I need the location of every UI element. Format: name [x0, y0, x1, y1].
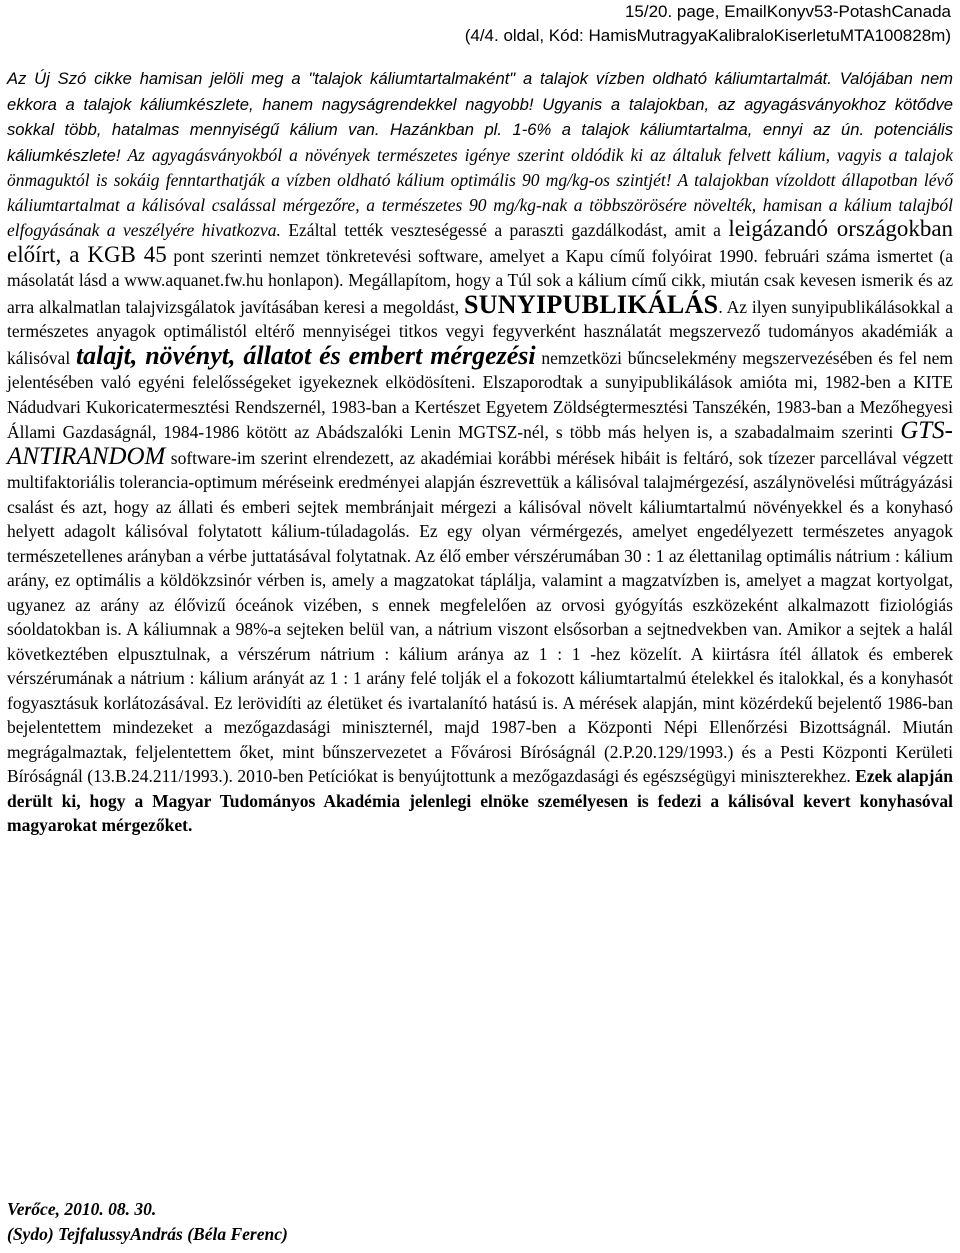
- poisoning-emphasis: talajt, növényt, állatot és embert mérgezési: [75, 340, 536, 370]
- kgb-emphasis: leigázandó országokban előírt, a KGB 45: [7, 216, 954, 267]
- page-header: [465, 0, 951, 48]
- measurement-text: software-im szerint elrendezett, az akadémiai korábbi mérések hibáit is feltáró, sok tízezer parcellával végzett multifaktoriális tolerancia-optimum méréseink eredményei alapján észrevettük a kálisóval talajmérgezésí, aszálynövelési műtrágyázási csalást és azt, hogy az állati és emberi sejtek membránjait mérgezi a kálisóval növelt káliumtartalmú növényekkel és a konyhasó helyett adagolt kálisóval folytatott kálium-túladagolás. Ez egy olyan vérmérgezés, amelyet engedélyezett természetes anyagok természetellenes arányban a vérbe juttatásával folytatnak. Az élő ember vérszérumában 30 : 1 az élettanilag optimális nátrium : kálium arány, ez optimális a köldökzsinór vérben is, amely a magzatokat táplálja, valamint a magzatvízben is, amelyet a magzat kortyolgat, ugyanez az arány az élővizű óceánok vizében, s ennek megfelelően az orvosi gyógyítás eszközeként alkalmazott fiziológiás sóoldatokban is. A káliumnak a 98%-a sejteken belül van, a nátrium viszont elsősorban a sejtnedvekben van. Amikor a sejtek a halál következtében elpusztulnak, a vérszérum nátrium : kálium aránya az 1 : 1 -hez közelít. A kiirtásra ítél állatok és emberek vérszérumának a nátrium : kálium arányát az 1 : 1 arány felé tolják el a fokozott káliumtartalmú ételekkel és italokkal, és a konyhasót fogyasztásuk korlátozásával. Ez lerövidíti az életüket és ivartalanító hatású is. A mérések alapján, mint közérdekű bejelentő 1986-ban bejelentettem mindezeket a mezőgazdasági miniszternél, majd 1987-ben a Központi Népi Ellenőrzési Bizottságnál. Miután megrágalmaztak, feljelentettem őket, mint bűnszervezetet a Fővárosi Bíróságnál (2.P.20.129/1993.) és a Pesti Központi Kerületi Bíróságnál (13.B.24.211/1993.). 2010-ben Petíciókat is benyújtottunk a mezőgazdasági és egészségügyi miniszterekhez.: [7, 447, 954, 786]
- crime-text: nemzetközi bűncselekmény megszervezésében és fel nem jelentésében való egyéni felelősségeket igyekeznek elködösíteni. Elszaporodtak a sunyipublikálások amióta mi, 1982-ben a KITE Nádudvari Kukoricatermesztési Rendszernél, 1983-ban a Kertészet Egyetem Zöldségtermesztési Tanszékén, 1983-ban a Mezőhegyesi Állami Gazdaságnál, 1984-1986 kötött az Abádszalóki Lenin MGTSZ-nél, s több más helyen is, a szabadalmaim szerinti: [7, 347, 954, 442]
- software-text: pont szerinti nemzet tönkretevési software, amelyet a Kapu című folyóirat 1990. februári száma ismertet (a másolatát lásd a www.aquanet.fw.hu honlapon). Megállapítom, hogy a Túl sok a kálium című cikk, miután csak kevesen ismerik és az arra alkalmatlan talajvizsgálatok javításában keresi a megoldást,: [7, 245, 953, 317]
- author-name: (Sydo) TejfalussyAndrás (Béla Ferenc): [7, 1223, 288, 1244]
- header-line-page: 15/20. page, EmailKonyv53-PotashCanada: [624, 2, 951, 21]
- sunyipublikalas-emphasis: SUNYIPUBLIKÁLÁS: [463, 289, 719, 319]
- chemical-weapon-text: . Az ilyen sunyipublikálásokkal a természetes anyagok optimálistól eltérő mennyiségei titkos vegyi fegyverként használatát megszervező tudományos akadémiák a kálisóval: [7, 296, 954, 368]
- main-paragraph: [7, 66, 953, 838]
- signature-block: [7, 1197, 288, 1246]
- header-line-code: (4/4. oldal, Kód: HamisMutragyaKalibraloKiserletuMTA100828m): [464, 26, 951, 45]
- gts-antirandom-emphasis: GTS-ANTIRANDOM: [7, 417, 953, 470]
- intro-italic-text: Az Új Szó cikke hamisan jelöli meg a "talajok káliumtartalmaként" a talajok vízben oldható káliumtartalmát. Valójában nem ekkora a talajok káliumkészlete, hanem nagyságrendekkel nagyobb! Ugyanis a talajokban, az agyagásványokhoz kötődve sokkal több, hatalmas mennyiségű kálium van. Hazánkban pl. 1-6% a talajok káliumtartalma, ennyi az ún. potenciális káliumkészlete!: [7, 69, 953, 165]
- conclusion-bold-text: Ezek alapján derült ki, hogy a Magyar Tudományos Akadémia jelenlegi elnöke személyesen is fedezi a kálisóval kevert konyhasóval magyarokat mérgezőket.: [7, 766, 953, 835]
- soil-potassium-text: Az agyagásványokból a növények természetes igénye szerint oldódik ki az általuk felvett kálium, vagyis a talajok önmaguktól is sokáig fenntarthatják a vízben oldható kálium optimális 90 mg/kg-os szintjét! A talajokban vízoldott állapotban lévő káliumtartalmat a kálisóval csalással mérgezőre, a természetes 90 mg/kg-nak a többszörösére növelték, hamisan a kálium talajból elfogyásának a veszélyére hivatkozva.: [7, 144, 954, 240]
- place-date: Verőce, 2010. 08. 30.: [7, 1199, 157, 1219]
- loss-making-text: Ezáltal tették veszteségessé a paraszti gazdálkodást, amit a: [288, 220, 721, 240]
